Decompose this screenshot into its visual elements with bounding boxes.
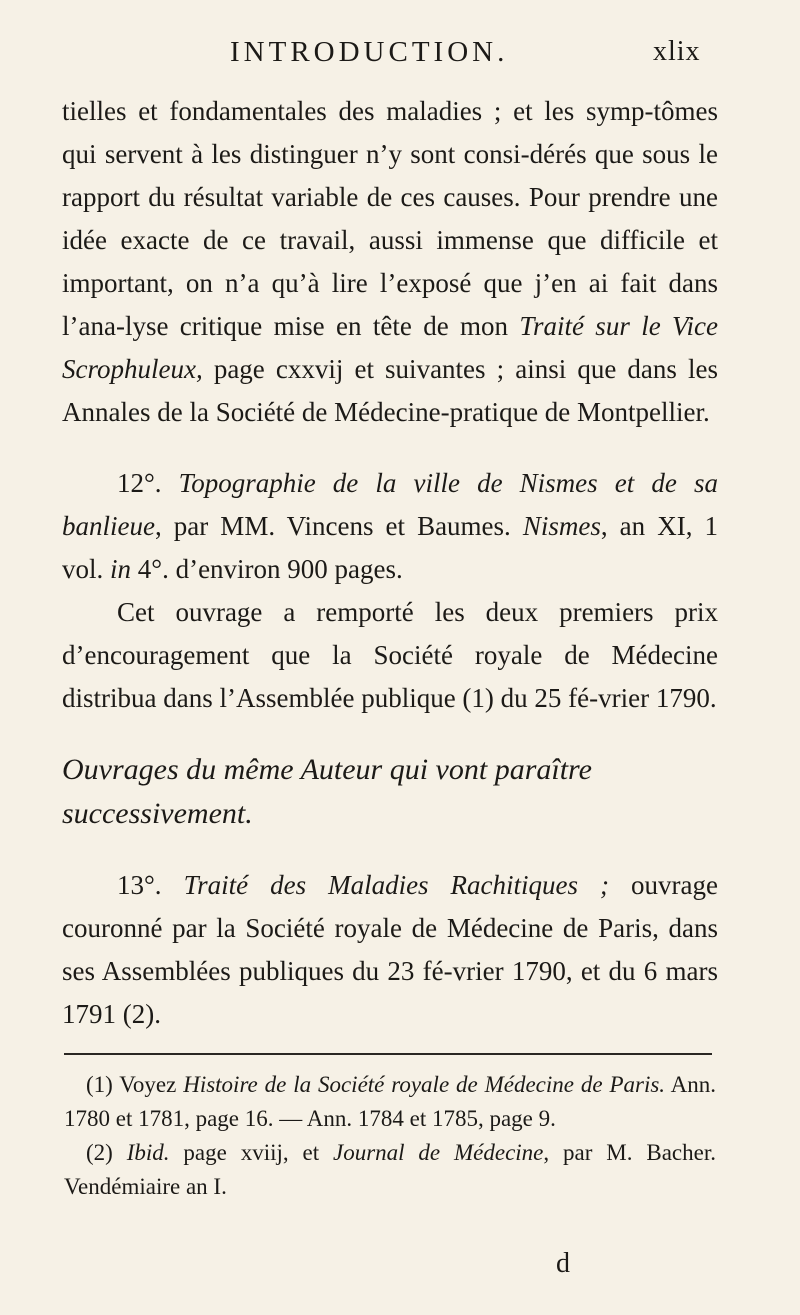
page-header (0, 36, 800, 86)
entry-12-note: Cet ouvrage a remporté les deux premiers prix d’encouragement que la Société royale de Médecine distribua dans l’Assemblée publique (1) du 25 fé-vrier 1790. (62, 597, 718, 713)
footnote-1: (1) Voyez Histoire de la Société royale de Médecine de Paris. Ann. 1780 et 1781, page 16. — Ann. 1784 et 1785, page 9. (64, 1072, 717, 1131)
running-title: INTRODUCTION. (230, 36, 509, 68)
work-title: Traité des Maladies Rachitiques ; (183, 870, 610, 900)
paragraph-continuation: tielles et fondamentales des maladies ; et les symp-tômes qui servent à les distinguer n’y sont consi-dérés que sous le rapport du résultat variable de ces causes. Pour prendre une idée exacte de ce travail, aussi immense que difficile et important, on n’a qu’à lire l’exposé que j’en ai fait dans l’ana-lyse critique mise en tête de mon Traité sur le Vice Scrophuleux, page cxxvij et suivantes ; ainsi que dans les Annales de la Société de Médecine-pratique de Montpellier. (62, 96, 719, 427)
footnote-2: (2) Ibid. page xviij, et Journal de Médecine, par M. Bacher. Vendémiaire an I. (64, 1140, 716, 1199)
main-text (62, 90, 718, 1036)
entry-number: 12°. (117, 468, 179, 498)
entry-13: 13°. Traité des Maladies Rachitiques ; ouvrage couronné par la Société royale de Médecine de Paris, dans ses Assemblées publiques du 23 fé-vrier 1790, et du 6 mars 1791 (2). (62, 870, 718, 1029)
entry-number: 13°. (117, 870, 184, 900)
footnote-rule (64, 1053, 712, 1055)
place-name: Nismes (522, 511, 601, 541)
page-number: xlix (653, 36, 701, 67)
footnotes (64, 1068, 716, 1204)
section-title: Ouvrages du même Auteur qui vont paraître successivement. (62, 753, 592, 830)
entry-12: 12°. Topographie de la ville de Nismes et de sa banlieue, par MM. Vincens et Baumes. Nismes, an XI, 1 vol. in 4°. d’environ 900 pages. (62, 468, 718, 584)
work-title: Traité sur le Vice Scrophuleux, (62, 311, 719, 384)
work-title: Topographie de la ville de Nismes et de sa banlieue (62, 468, 718, 541)
signature-mark: d (556, 1248, 570, 1279)
